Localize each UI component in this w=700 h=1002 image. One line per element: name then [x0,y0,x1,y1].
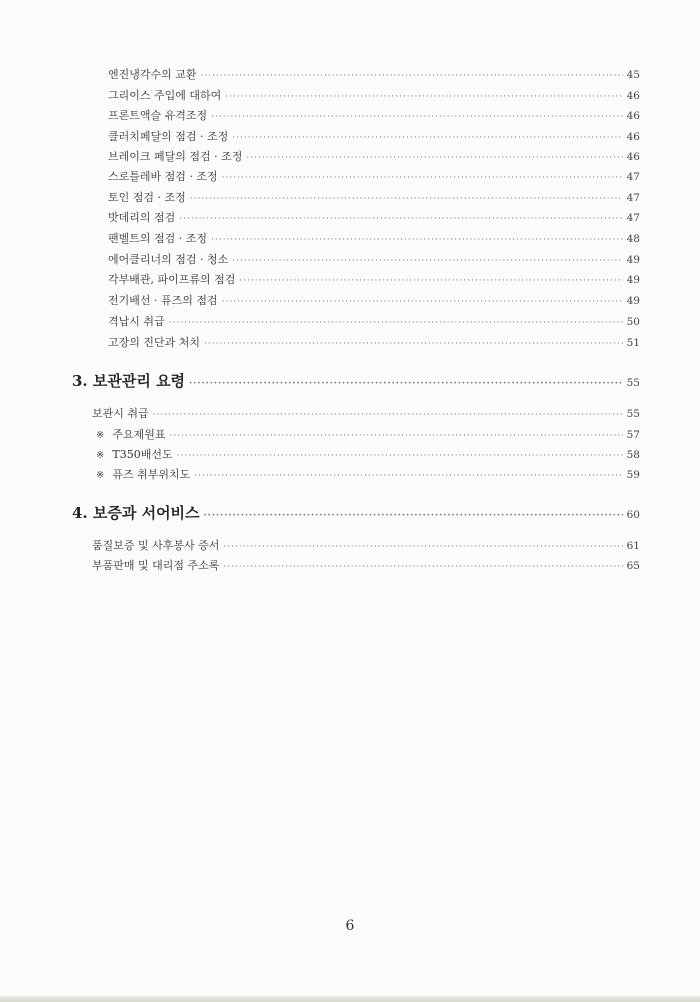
dot-leader [204,511,623,521]
toc-entry-label: 클러치페달의 점검 · 조정 [108,130,229,143]
toc-entry [96,426,640,442]
toc-entry-page: 61 [626,540,640,552]
toc-entry-page: 49 [626,295,640,307]
toc-entry-label: 그리이스 주입에 대하여 [108,89,222,102]
toc-entry-page: 48 [626,233,640,245]
toc-entry [96,466,640,482]
dot-leader [190,194,623,204]
page-bottom-edge [0,996,700,1002]
toc-entry [108,148,640,164]
toc-entry-page: 58 [626,449,640,461]
section-3-heading [72,370,640,391]
toc-entry-page: 51 [626,337,640,349]
toc-entry-label: 보관시 취급 [92,407,149,420]
toc-entry-label: 각부배관, 파이프류의 점검 [108,273,236,286]
reference-mark: ※ [96,430,105,441]
toc-entry-page: 46 [626,151,640,163]
toc-entry [108,107,640,123]
toc-entry-label: 퓨즈 취부위치도 [112,468,191,481]
toc-entry-page: 46 [626,131,640,143]
toc-entry-label: 격납시 취급 [108,315,165,328]
toc-entry [108,128,640,144]
toc-entry-label: 브레이크 페달의 점검 · 조정 [108,150,243,163]
toc-entry-page: 59 [626,469,640,481]
toc-entry [108,66,640,82]
toc-entry-label: 부품판매 및 대리점 주소록 [92,559,220,572]
dot-leader [223,542,622,552]
toc-entry-label: 전기배선 · 퓨즈의 점검 [108,294,218,307]
toc-entry-page: 57 [626,429,640,441]
reference-mark: ※ [96,450,105,461]
dot-leader [194,471,622,481]
toc-entry [108,230,640,246]
dot-leader [232,133,622,143]
toc-entry [108,87,640,103]
toc-entry-label: 팬벨트의 점검 · 조정 [108,232,207,245]
toc-entry [92,557,640,573]
reference-mark: ※ [96,470,105,481]
toc-entry-label: 스로틀레바 점검 · 조정 [108,170,218,183]
section-heading-page: 55 [626,377,640,389]
dot-leader [169,318,623,328]
dot-leader [222,173,623,183]
dot-leader [179,214,622,224]
toc-entry [108,209,640,225]
dot-leader [211,112,622,122]
toc-entry-page: 46 [626,110,640,122]
toc-entry-label: 에어클리너의 점검 · 청소 [108,253,229,266]
toc-entry [108,271,640,287]
toc-entry [92,537,640,553]
section-4-heading [72,502,640,523]
toc-entry-page: 47 [626,192,640,204]
toc-entry-page: 49 [626,274,640,286]
toc-entry-label: 엔진냉각수의 교환 [108,68,197,81]
toc-entry [108,313,640,329]
toc-entry-label: 밧데리의 점검 [108,211,176,224]
section-heading-label: 3. 보관관리 요령 [72,372,186,390]
toc-entry-label: 주요제원표 [112,428,166,441]
toc-entry-page: 50 [626,316,640,328]
dot-leader [225,92,622,102]
toc-entry-page: 47 [626,171,640,183]
toc-entry [92,405,640,421]
toc-entry-label: 프론트액슬 유격조정 [108,109,208,122]
toc-entry [108,334,640,350]
toc-entry-page: 65 [626,560,640,572]
dot-leader [239,276,622,286]
toc-entry-label: 토인 점검 · 조정 [108,191,186,204]
toc-entry [108,189,640,205]
dot-leader [201,71,623,81]
toc-entry-label: T350배선도 [112,448,173,461]
toc-entry-label: 고장의 진단과 처치 [108,336,201,349]
section-heading-page: 60 [626,509,640,521]
dot-leader [211,235,623,245]
toc-entry [96,446,640,462]
toc-entry-page: 47 [626,212,640,224]
toc-entry [108,168,640,184]
dot-leader [189,379,623,389]
dot-leader [232,256,622,266]
toc-entry-page: 55 [626,408,640,420]
dot-leader [246,153,622,163]
toc-entry-label: 품질보증 및 사후봉사 증서 [92,539,220,552]
dot-leader [222,297,623,307]
page-number: 6 [345,918,355,934]
dot-leader [170,431,623,441]
toc-entry [108,292,640,308]
dot-leader [153,410,623,420]
toc-entry-page: 49 [626,254,640,266]
dot-leader [223,562,622,572]
dot-leader [204,339,623,349]
toc-entry [108,251,640,267]
toc-entry-page: 45 [626,69,640,81]
section-heading-label: 4. 보증과 서어비스 [72,504,200,522]
dot-leader [177,451,623,461]
toc-entry-page: 46 [626,90,640,102]
